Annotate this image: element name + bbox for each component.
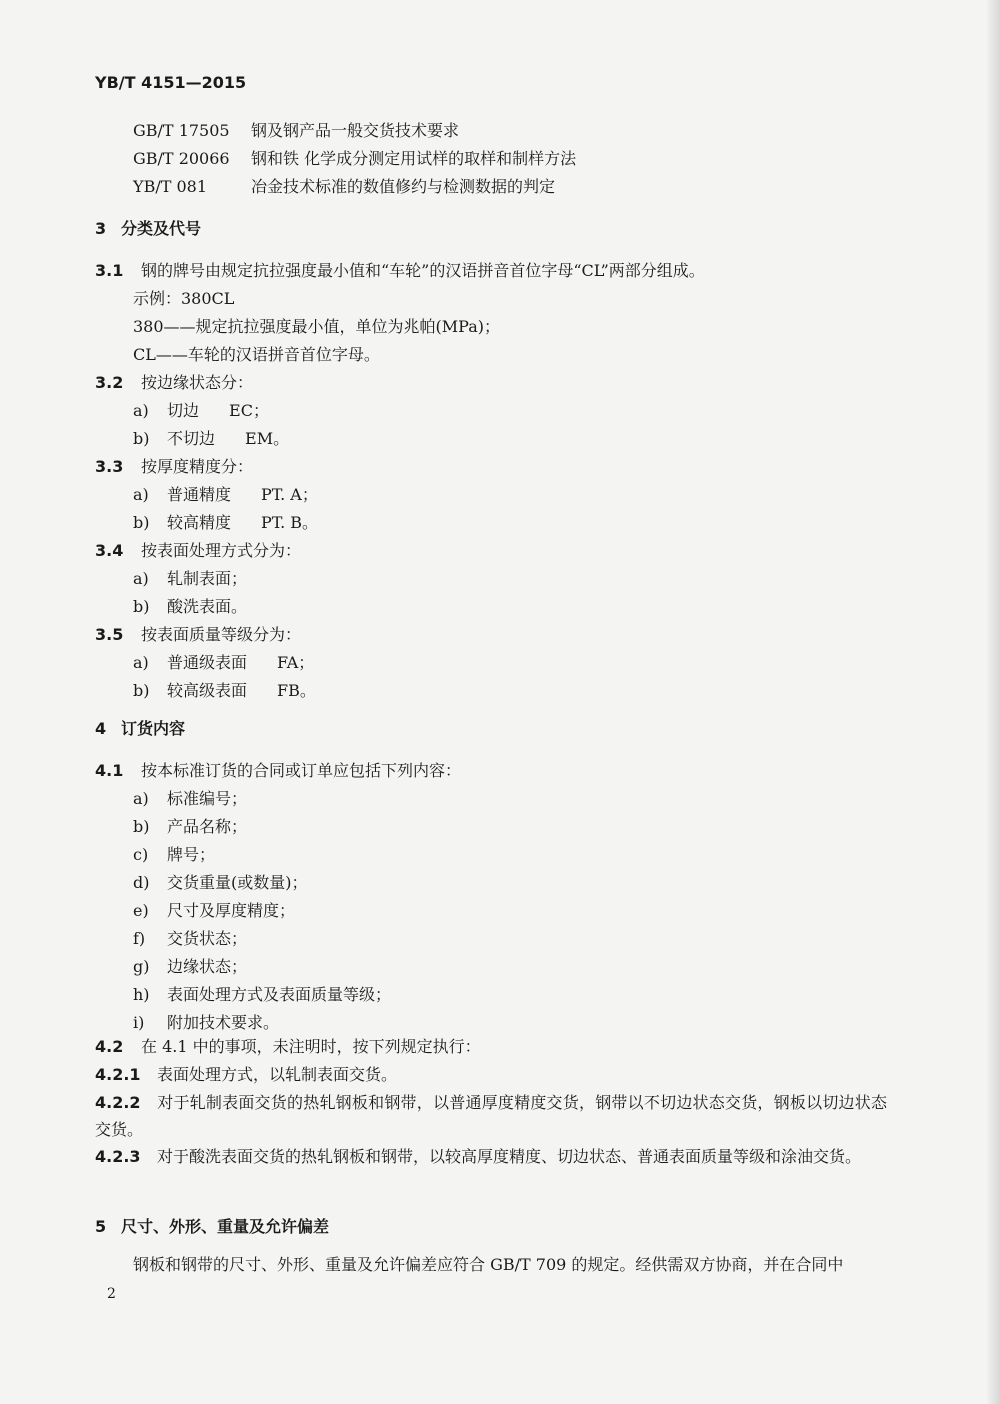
list-item [133,512,318,534]
section-number: 3 [95,219,107,238]
list-marker: a) [133,401,149,420]
reference-code: GB/T 20066 [133,149,230,168]
list-item [133,568,247,590]
list-marker: f) [133,929,146,948]
list-item [133,984,391,1006]
list-item [133,484,318,506]
list-marker: a) [133,485,149,504]
list-item [133,844,215,866]
list-item [133,596,247,618]
reference-entry [133,120,459,142]
reference-entry [133,148,576,170]
section-heading [95,718,185,740]
list-marker: a) [133,653,149,672]
list-marker: i) [133,1013,145,1032]
clause-number: 3.5 [95,625,124,644]
list-marker: b) [133,513,150,532]
list-item [133,428,289,450]
clause-text: 钢的牌号由规定抗拉强度最小值和“车轮”的汉语拼音首位字母“CL”两部分组成。 [141,261,705,280]
clause-4-2 [95,1036,481,1058]
section-heading [95,218,201,240]
clause-number: 4.2.3 [95,1147,141,1166]
clause-3-5 [95,624,301,646]
reference-code: GB/T 17505 [133,121,230,140]
list-text: 附加技术要求。 [167,1013,280,1032]
list-item [133,652,314,674]
list-text: 较高级表面 [167,681,248,700]
clause-4-1 [95,760,461,782]
list-item [133,956,247,978]
reference-code: YB/T 081 [133,177,208,196]
document-code-header: YB/T 4151—2015 [95,73,247,92]
clause-number: 3.4 [95,541,124,560]
list-marker: g) [133,957,150,976]
list-text: 边缘状态； [167,957,248,976]
clause-number: 3.2 [95,373,124,392]
reference-title: 冶金技术标准的数值修约与检测数据的判定 [251,177,556,196]
list-marker: h) [133,985,150,1004]
list-marker: a) [133,569,149,588]
clause-number: 4.2.2 [95,1093,141,1112]
section-5-paragraph: 钢板和钢带的尺寸、外形、重量及允许偏差应符合 GB/T 709 的规定。经供需双方协商，并在合同中 [133,1255,844,1274]
list-code: EM。 [245,429,290,448]
list-text: 酸洗表面。 [167,597,248,616]
list-text: 不切边 [167,429,216,448]
list-code: PT. B。 [261,513,319,532]
example-explanation-380: 380——规定抗拉强度最小值，单位为兆帕(MPa)； [133,317,500,336]
list-code: FB。 [277,681,316,700]
list-text: 牌号； [167,845,216,864]
example-explanation-cl: CL——车轮的汉语拼音首位字母。 [133,345,380,364]
clause-3-3 [95,456,253,478]
page-edge-shadow [986,0,1000,1404]
list-marker: b) [133,817,150,836]
clause-number: 4.2 [95,1037,124,1056]
clause-4-2-2 [95,1089,887,1143]
list-text: 轧制表面； [167,569,248,588]
clause-text: 对于酸洗表面交货的热轧钢板和钢带，以较高厚度精度、切边状态、普通表面质量等级和涂油交货。 [157,1147,862,1166]
list-marker: a) [133,789,149,808]
list-marker: c) [133,845,149,864]
clause-number: 3.1 [95,261,124,280]
list-marker: e) [133,901,149,920]
clause-number: 4.1 [95,761,124,780]
list-item [133,872,308,894]
page-number: 2 [107,1286,116,1302]
clause-number: 3.3 [95,457,124,476]
list-text: 普通精度 [167,485,232,504]
list-item [133,816,247,838]
list-text: 标准编号； [167,789,248,808]
reference-title: 钢和铁 化学成分测定用试样的取样和制样方法 [251,149,577,168]
section-number: 4 [95,719,107,738]
list-text: 产品名称； [167,817,248,836]
list-text: 交货重量(或数量)； [167,873,308,892]
clause-text: 按表面质量等级分为： [141,625,302,644]
list-text: 表面处理方式及表面质量等级； [167,985,392,1004]
example-label: 示例：380CL [133,289,235,308]
list-item [133,900,295,922]
clause-number: 4.2.1 [95,1065,141,1084]
list-marker: b) [133,681,150,700]
reference-title: 钢及钢产品一般交货技术要求 [251,121,460,140]
clause-4-2-3 [95,1143,887,1170]
clause-3-2 [95,372,253,394]
section-title: 尺寸、外形、重量及允许偏差 [121,1217,330,1236]
clause-3-4 [95,540,301,562]
list-text: 普通级表面 [167,653,248,672]
list-code: FA； [277,653,315,672]
list-item [133,788,247,810]
list-marker: b) [133,429,150,448]
clause-text: 在 4.1 中的事项，未注明时，按下列规定执行： [141,1037,481,1056]
section-title: 订货内容 [121,719,186,738]
clause-text: 按边缘状态分： [141,373,254,392]
section-title: 分类及代号 [121,219,202,238]
list-text: 交货状态； [167,929,248,948]
list-item [133,928,247,950]
list-marker: d) [133,873,150,892]
list-item [133,1012,279,1034]
clause-3-1 [95,260,705,282]
clause-text: 表面处理方式，以轧制表面交货。 [157,1065,398,1084]
list-item [133,680,316,702]
clause-text: 按本标准订货的合同或订单应包括下列内容： [141,761,462,780]
clause-text: 按表面处理方式分为： [141,541,302,560]
list-text: 切边 [167,401,200,420]
section-number: 5 [95,1217,107,1236]
list-marker: b) [133,597,150,616]
clause-text: 对于轧制表面交货的热轧钢板和钢带，以普通厚度精度交货，钢带以不切边状态交货，钢板以切边状态交货。 [95,1093,887,1139]
section-heading [95,1216,329,1238]
list-item [133,400,269,422]
list-text: 尺寸及厚度精度； [167,901,296,920]
list-code: PT. A； [261,485,318,504]
reference-entry [133,176,555,198]
clause-text: 按厚度精度分： [141,457,254,476]
list-text: 较高精度 [167,513,232,532]
list-code: EC； [229,401,269,420]
clause-4-2-1 [95,1064,397,1086]
